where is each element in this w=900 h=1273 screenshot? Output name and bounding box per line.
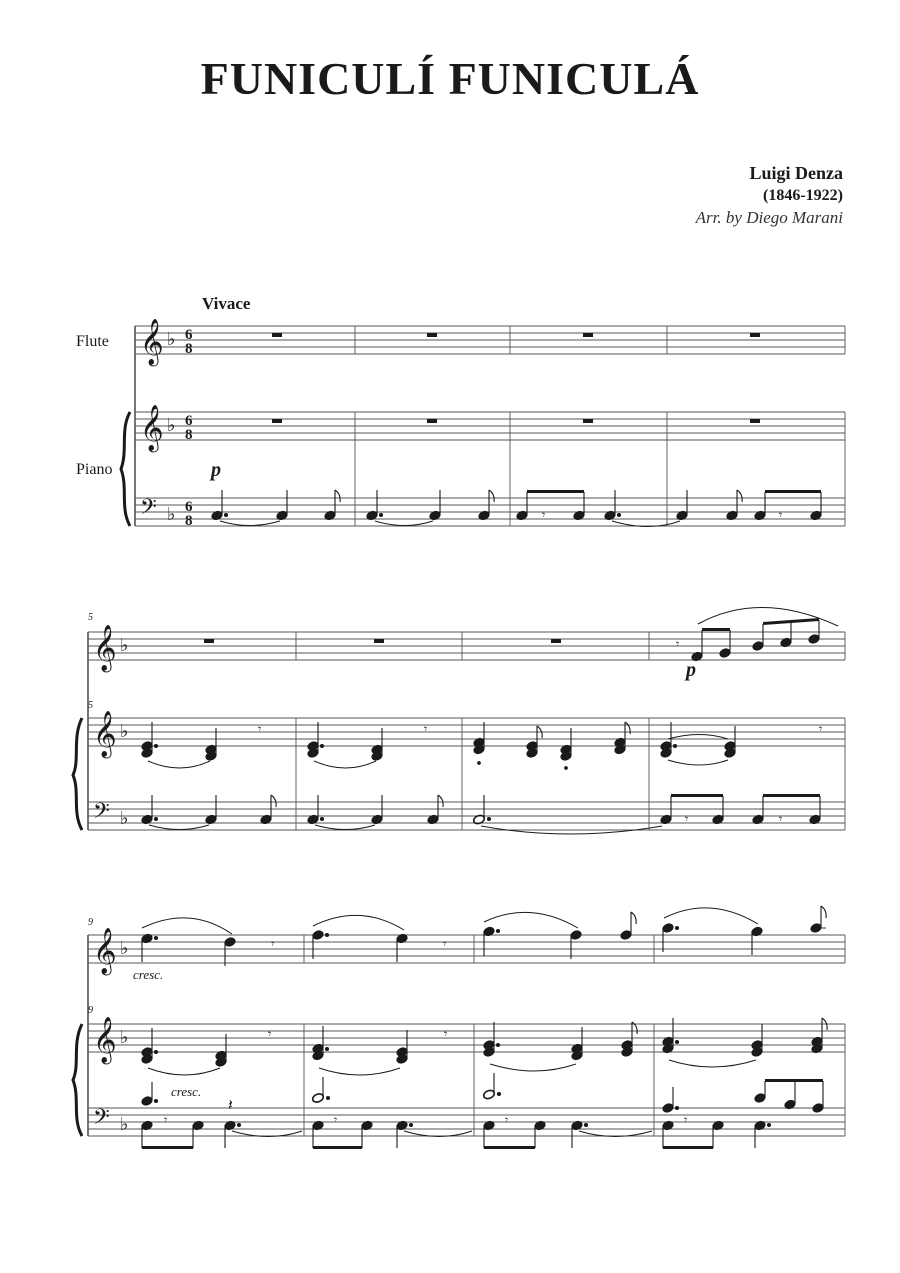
svg-text:5: 5 xyxy=(88,700,93,711)
svg-text:𝄾: 𝄾 xyxy=(684,1113,688,1127)
svg-text:𝄾: 𝄾 xyxy=(685,812,689,826)
svg-text:9: 9 xyxy=(88,1005,93,1016)
svg-text:♭: ♭ xyxy=(120,938,129,958)
treble-clef-icon: 𝄞 xyxy=(140,319,164,364)
svg-text:𝄞: 𝄞 xyxy=(93,711,117,756)
piano-lh-staff-1 xyxy=(135,498,845,526)
svg-text:𝄞: 𝄞 xyxy=(93,928,117,973)
measure-number: 5 xyxy=(88,612,93,623)
svg-text:𝄾: 𝄾 xyxy=(424,722,428,736)
svg-text:𝄾: 𝄾 xyxy=(334,1113,338,1127)
svg-text:𝄾: 𝄾 xyxy=(779,812,783,826)
svg-text:𝄢: 𝄢 xyxy=(93,799,110,828)
svg-text:𝄾: 𝄾 xyxy=(268,1027,272,1041)
score-title: FUNICULÍ FUNICULÁ xyxy=(200,53,700,104)
cresc-marking: cresc. xyxy=(133,967,164,982)
svg-text:8: 8 xyxy=(185,513,193,529)
cresc-marking: cresc. xyxy=(171,1084,202,1099)
svg-text:8: 8 xyxy=(185,427,193,443)
svg-text:♭: ♭ xyxy=(167,504,176,524)
piano-rh-staff-1 xyxy=(135,412,845,526)
composer-name: Luigi Denza xyxy=(749,163,843,183)
svg-text:♭: ♭ xyxy=(120,1027,129,1047)
system-2 xyxy=(73,607,845,834)
svg-text:𝄾: 𝄾 xyxy=(444,1027,448,1041)
system-1 xyxy=(121,319,845,529)
dynamic-p: p xyxy=(211,459,221,481)
svg-text:𝄾: 𝄾 xyxy=(676,637,680,651)
flat-icon: ♭ xyxy=(167,329,176,349)
svg-text:6: 6 xyxy=(185,499,193,515)
dynamic-p: p xyxy=(686,659,696,681)
svg-text:𝄾: 𝄾 xyxy=(819,722,823,736)
svg-text:♭: ♭ xyxy=(120,808,129,828)
time-sig-num: 6 xyxy=(185,327,193,343)
tempo-marking: Vivace xyxy=(202,294,251,313)
svg-text:♭: ♭ xyxy=(120,721,129,741)
svg-text:𝄾: 𝄾 xyxy=(779,508,783,522)
svg-text:𝄢: 𝄢 xyxy=(93,1105,110,1134)
svg-text:𝄞: 𝄞 xyxy=(140,405,164,450)
svg-text:♭: ♭ xyxy=(167,415,176,435)
svg-text:𝄞: 𝄞 xyxy=(93,1017,117,1062)
measure-number: 9 xyxy=(88,917,93,928)
svg-text:𝄾: 𝄾 xyxy=(258,722,262,736)
piano-label: Piano xyxy=(76,461,113,478)
svg-text:𝄾: 𝄾 xyxy=(443,937,447,951)
svg-text:♭: ♭ xyxy=(120,635,129,655)
svg-text:𝄞: 𝄞 xyxy=(93,625,117,670)
bass-clef-icon: 𝄢 xyxy=(140,495,157,524)
svg-text:𝄾: 𝄾 xyxy=(164,1113,168,1127)
svg-text:𝄽: 𝄽 xyxy=(228,1097,233,1114)
svg-text:6: 6 xyxy=(185,413,193,429)
svg-text:𝄾: 𝄾 xyxy=(505,1113,509,1127)
arranger-credit: Arr. by Diego Marani xyxy=(695,208,843,227)
time-sig-den: 8 xyxy=(185,341,193,357)
svg-text:𝄾: 𝄾 xyxy=(542,508,546,522)
flute-label: Flute xyxy=(76,333,109,350)
system-3 xyxy=(73,906,845,1149)
svg-text:♭: ♭ xyxy=(120,1114,129,1134)
composer-dates: (1846-1922) xyxy=(763,187,843,204)
svg-text:𝄾: 𝄾 xyxy=(271,937,275,951)
flute-staff-1 xyxy=(135,326,845,354)
